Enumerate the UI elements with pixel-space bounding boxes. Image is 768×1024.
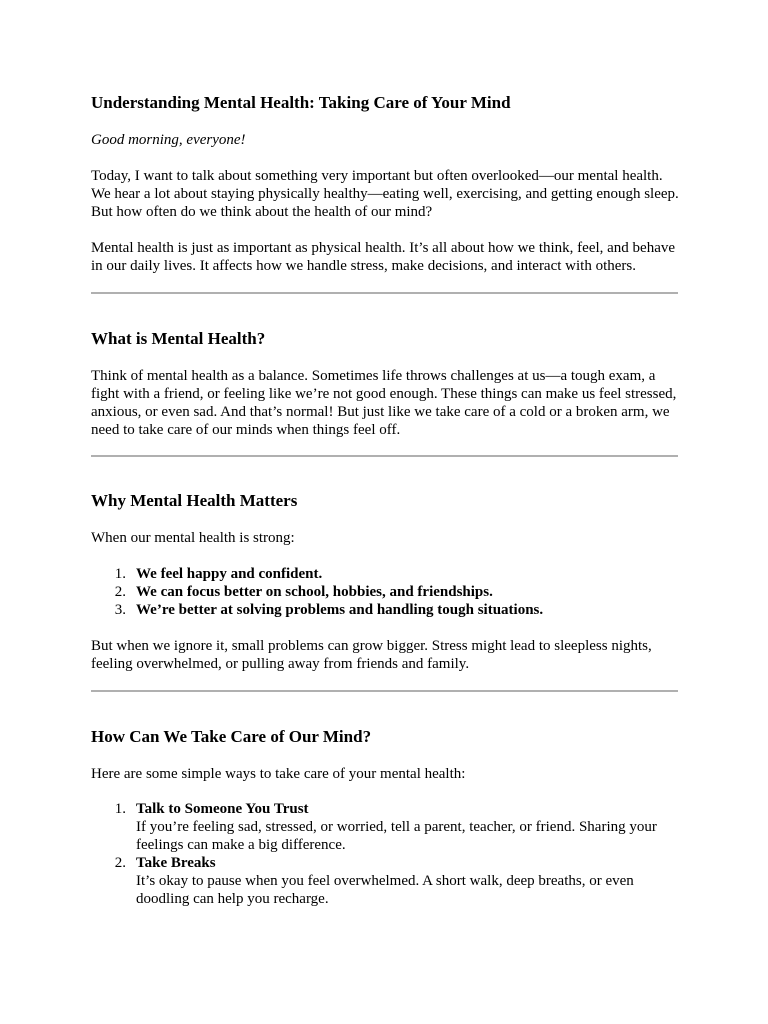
list-number: 1. [114, 801, 126, 817]
intro-paragraph: Today, I want to talk about something very important but often overlooked—our mental health. We hear a lot about staying physically healthy—eating well, exercising, and getting enough sleep. But how often do we think about the health of our mind? [91, 168, 679, 220]
list-number: 1. [114, 566, 126, 582]
list-item-text: We feel happy and confident. [136, 566, 323, 582]
list-item [91, 854, 679, 908]
list-item-text: We’re better at solving problems and handling tough situations. [136, 602, 544, 618]
list-number: 2. [114, 855, 126, 871]
intro-paragraph: Mental health is just as important as physical health. It’s all about how we think, feel, and behave in our daily lives. It affects how we handle stress, make decisions, and interact with others. [91, 240, 676, 274]
list-item-title: Talk to Someone You Trust [136, 801, 309, 817]
list-number: 3. [114, 602, 126, 618]
benefits-list [91, 565, 679, 619]
section-heading: How Can We Take Care of Our Mind? [91, 727, 372, 746]
list-item-text: It’s okay to pause when you feel overwhelmed. A short walk, deep breaths, or even doodling can help you recharge. [136, 873, 634, 907]
list-item [91, 800, 679, 854]
section-heading: What is Mental Health? [91, 329, 266, 348]
list-item [91, 565, 679, 583]
section-heading: Why Mental Health Matters [91, 491, 298, 510]
section-lead: Here are some simple ways to take care of your mental health: [91, 766, 466, 782]
list-item-text: We can focus better on school, hobbies, and friendships. [136, 584, 493, 600]
section-paragraph: But when we ignore it, small problems can grow bigger. Stress might lead to sleepless nights, feeling overwhelmed, or pulling away from friends and family. [91, 638, 652, 672]
section-paragraph: Think of mental health as a balance. Sometimes life throws challenges at us—a tough exam, a fight with a friend, or feeling like we’re not good enough. These things can make us feel stressed, anxious, or even sad. And that’s normal! But just like we take care of a cold or a broken arm, we need to take care of our minds when things feel off. [91, 368, 677, 438]
section-divider [91, 455, 678, 457]
list-item-title: Take Breaks [136, 855, 216, 871]
section-divider [91, 292, 678, 294]
document-title: Understanding Mental Health: Taking Care of Your Mind [91, 93, 511, 112]
list-item [91, 583, 679, 601]
section-lead: When our mental health is strong: [91, 530, 295, 546]
list-number: 2. [114, 584, 126, 600]
section-divider [91, 690, 678, 692]
tips-list [91, 800, 679, 908]
greeting: Good morning, everyone! [91, 132, 246, 148]
list-item [91, 601, 679, 619]
list-item-text: If you’re feeling sad, stressed, or worried, tell a parent, teacher, or friend. Sharing your feelings can make a big difference. [136, 819, 657, 853]
